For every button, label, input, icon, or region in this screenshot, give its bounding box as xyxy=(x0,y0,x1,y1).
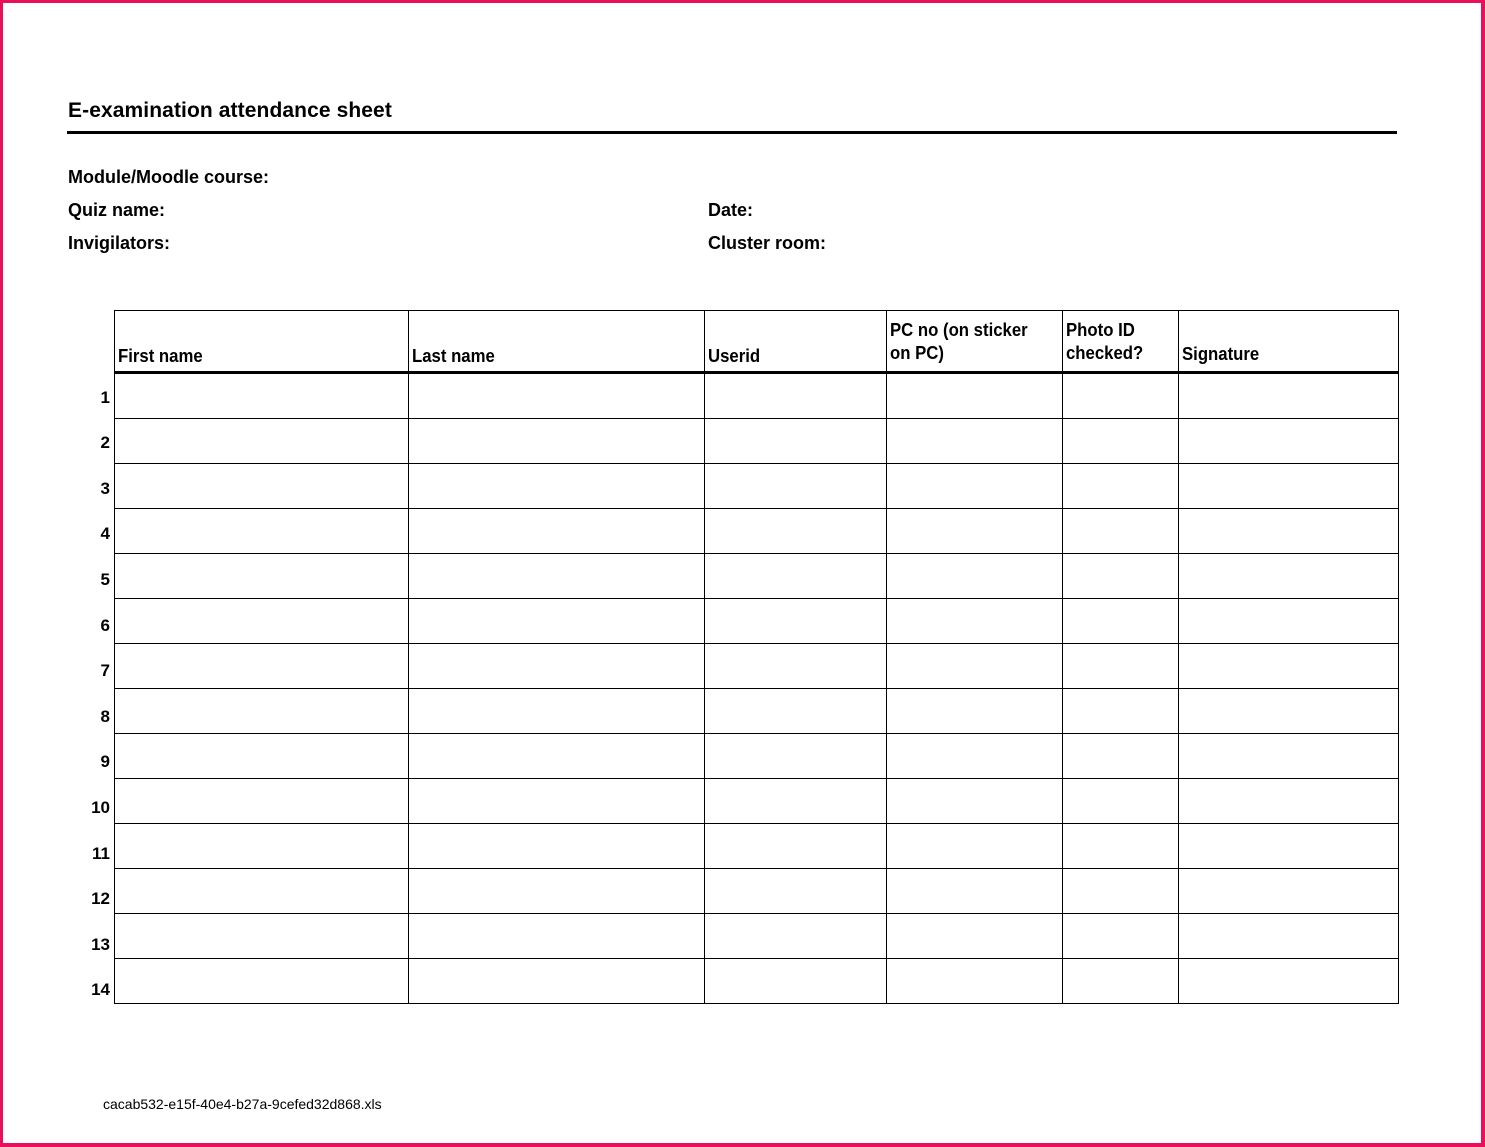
table-row xyxy=(115,689,1399,734)
cell-userid[interactable] xyxy=(705,869,887,914)
cell-last-name[interactable] xyxy=(409,554,705,599)
cell-signature[interactable] xyxy=(1179,554,1399,599)
invigilators-label: Invigilators: xyxy=(68,233,171,253)
cell-last-name[interactable] xyxy=(409,779,705,824)
table-row xyxy=(115,959,1399,1004)
row-number: 11 xyxy=(92,843,110,863)
cell-pc-no[interactable] xyxy=(887,373,1063,419)
table-row xyxy=(115,779,1399,824)
cell-userid[interactable] xyxy=(705,734,887,779)
cell-photo-id[interactable] xyxy=(1063,779,1179,824)
cell-last-name[interactable] xyxy=(409,689,705,734)
cell-first-name[interactable] xyxy=(115,914,409,959)
table-row xyxy=(115,869,1399,914)
cell-photo-id[interactable] xyxy=(1063,734,1179,779)
cell-signature[interactable] xyxy=(1179,869,1399,914)
row-number: 5 xyxy=(100,570,110,589)
row-number: 8 xyxy=(100,706,110,726)
cell-userid[interactable] xyxy=(705,419,887,464)
cell-pc-no[interactable] xyxy=(887,644,1063,689)
cell-userid[interactable] xyxy=(705,824,887,869)
row-number: 1 xyxy=(100,387,110,407)
cell-first-name[interactable] xyxy=(115,959,409,1004)
cell-first-name[interactable] xyxy=(115,644,409,689)
cell-photo-id[interactable] xyxy=(1063,869,1179,914)
column-header-photo-id: Photo ID checked? xyxy=(1063,311,1179,373)
table-header-row xyxy=(115,311,1399,373)
cell-photo-id[interactable] xyxy=(1063,914,1179,959)
cell-last-name[interactable] xyxy=(409,644,705,689)
cell-photo-id[interactable] xyxy=(1063,689,1179,734)
cell-signature[interactable] xyxy=(1179,734,1399,779)
cell-photo-id[interactable] xyxy=(1063,373,1179,419)
cell-pc-no[interactable] xyxy=(887,959,1063,1004)
cell-signature[interactable] xyxy=(1179,644,1399,689)
cell-pc-no[interactable] xyxy=(887,824,1063,869)
cell-photo-id[interactable] xyxy=(1063,824,1179,869)
title-rule-divider xyxy=(67,131,1397,134)
cell-signature[interactable] xyxy=(1179,373,1399,419)
table-row xyxy=(115,734,1399,779)
row-number: 6 xyxy=(100,615,110,635)
table-row xyxy=(115,824,1399,869)
cell-first-name[interactable] xyxy=(115,509,409,554)
cell-signature[interactable] xyxy=(1179,959,1399,1004)
cell-userid[interactable] xyxy=(705,599,887,644)
cluster-room-label: Cluster room: xyxy=(708,233,827,253)
cell-userid[interactable] xyxy=(705,509,887,554)
cell-first-name[interactable] xyxy=(115,779,409,824)
cell-first-name[interactable] xyxy=(115,373,409,419)
table-row xyxy=(115,509,1399,554)
cell-last-name[interactable] xyxy=(409,959,705,1004)
cell-photo-id[interactable] xyxy=(1063,644,1179,689)
cell-pc-no[interactable] xyxy=(887,464,1063,509)
cell-first-name[interactable] xyxy=(115,464,409,509)
table-row xyxy=(115,599,1399,644)
table-row xyxy=(115,554,1399,599)
column-header-signature: Signature xyxy=(1179,311,1399,373)
cell-pc-no[interactable] xyxy=(887,779,1063,824)
row-number: 10 xyxy=(91,798,110,817)
cell-last-name[interactable] xyxy=(409,373,705,419)
cell-signature[interactable] xyxy=(1179,779,1399,824)
cell-userid[interactable] xyxy=(705,554,887,599)
cell-userid[interactable] xyxy=(705,373,887,419)
cell-userid[interactable] xyxy=(705,914,887,959)
column-header-first-name: First name xyxy=(115,311,409,373)
cell-pc-no[interactable] xyxy=(887,734,1063,779)
cell-signature[interactable] xyxy=(1179,914,1399,959)
attendance-table xyxy=(114,310,1399,1004)
cell-first-name[interactable] xyxy=(115,824,409,869)
cell-last-name[interactable] xyxy=(409,419,705,464)
footer-filename: cacab532-e15f-40e4-b27a-9cefed32d868.xls xyxy=(103,1096,382,1112)
row-number: 4 xyxy=(100,524,110,544)
row-number: 3 xyxy=(100,478,110,498)
cell-pc-no[interactable] xyxy=(887,554,1063,599)
cell-last-name[interactable] xyxy=(409,464,705,509)
cell-pc-no[interactable] xyxy=(887,509,1063,554)
cell-photo-id[interactable] xyxy=(1063,464,1179,509)
cell-photo-id[interactable] xyxy=(1063,599,1179,644)
cell-userid[interactable] xyxy=(705,689,887,734)
cell-first-name[interactable] xyxy=(115,734,409,779)
cell-pc-no[interactable] xyxy=(887,869,1063,914)
cell-first-name[interactable] xyxy=(115,869,409,914)
row-number: 9 xyxy=(100,752,110,772)
cell-signature[interactable] xyxy=(1179,689,1399,734)
column-header-last-name: Last name xyxy=(409,311,705,373)
cell-photo-id[interactable] xyxy=(1063,509,1179,554)
row-number: 2 xyxy=(100,433,110,453)
row-number: 14 xyxy=(91,980,110,1000)
cell-signature[interactable] xyxy=(1179,419,1399,464)
table-row xyxy=(115,373,1399,419)
cell-userid[interactable] xyxy=(705,779,887,824)
cell-userid[interactable] xyxy=(705,464,887,509)
cell-last-name[interactable] xyxy=(409,509,705,554)
cell-first-name[interactable] xyxy=(115,419,409,464)
row-number: 12 xyxy=(91,889,110,909)
table-row xyxy=(115,914,1399,959)
document-title: E-examination attendance sheet xyxy=(68,99,392,122)
cell-pc-no[interactable] xyxy=(887,599,1063,644)
cell-last-name[interactable] xyxy=(409,599,705,644)
module-label: Module/Moodle course: xyxy=(68,167,270,187)
cell-pc-no[interactable] xyxy=(887,689,1063,734)
cell-pc-no[interactable] xyxy=(887,419,1063,464)
cell-pc-no[interactable] xyxy=(887,914,1063,959)
cell-signature[interactable] xyxy=(1179,599,1399,644)
cell-last-name[interactable] xyxy=(409,869,705,914)
cell-last-name[interactable] xyxy=(409,734,705,779)
cell-signature[interactable] xyxy=(1179,509,1399,554)
cell-last-name[interactable] xyxy=(409,824,705,869)
table-row xyxy=(115,464,1399,509)
quiz-name-label: Quiz name: xyxy=(68,200,166,220)
table-row xyxy=(115,419,1399,464)
column-header-userid: Userid xyxy=(705,311,887,373)
cell-userid[interactable] xyxy=(705,959,887,1004)
cell-first-name[interactable] xyxy=(115,599,409,644)
cell-first-name[interactable] xyxy=(115,689,409,734)
cell-photo-id[interactable] xyxy=(1063,419,1179,464)
cell-signature[interactable] xyxy=(1179,824,1399,869)
cell-signature[interactable] xyxy=(1179,464,1399,509)
cell-photo-id[interactable] xyxy=(1063,554,1179,599)
row-number: 13 xyxy=(91,934,110,954)
row-number: 7 xyxy=(100,661,110,681)
cell-photo-id[interactable] xyxy=(1063,959,1179,1004)
date-label: Date: xyxy=(708,200,754,220)
column-header-pc-no: PC no (on sticker on PC) xyxy=(887,311,1063,373)
table-row xyxy=(115,644,1399,689)
cell-first-name[interactable] xyxy=(115,554,409,599)
cell-userid[interactable] xyxy=(705,644,887,689)
cell-last-name[interactable] xyxy=(409,914,705,959)
